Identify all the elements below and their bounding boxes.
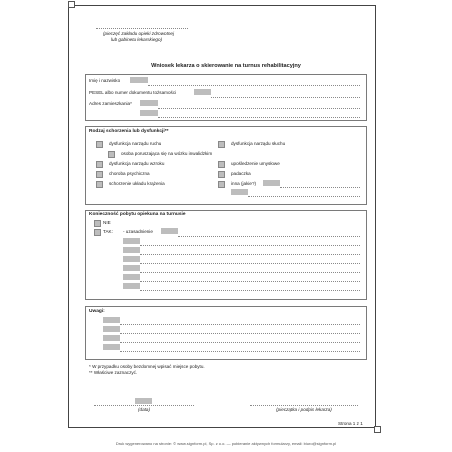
stamp-caption-line1: (pieczęć zakładu opieki zdrowotnej [103,31,174,36]
page-number: Strona 1 z 1 [338,421,363,426]
checkbox-intellectual[interactable] [218,161,225,168]
checkbox-wheelchair[interactable] [108,151,115,158]
date-input[interactable] [135,398,152,404]
signature-caption: (pieczątka i podpis lekarza) [276,407,332,412]
reason-label: - uzasadnienie [123,229,153,234]
notes-heading: Uwagi: [89,309,105,314]
checkbox-psychiatric[interactable] [96,171,103,178]
reason-line-3 [140,254,360,255]
caretaker-heading: Konieczność pobytu opiekuna na turnusie [89,212,186,217]
signature-line [250,405,358,406]
name-label: Imię i nazwisko [89,78,121,83]
address-input-2[interactable] [140,110,158,116]
notes-line-1 [120,324,360,325]
option-psychiatric: choroba psychiczna [109,171,150,176]
reason-line-4 [140,263,360,264]
other-input[interactable] [263,180,280,186]
pesel-label: PESEL albo numer dokumentu tożsamości [89,90,177,95]
footnote-2: ** Właściwe zaznaczyć. [89,370,138,375]
checkbox-caretaker-no[interactable] [94,220,101,227]
option-wheelchair: osoba poruszająca się na wózku inwalidzkim [121,151,213,156]
reason-input-7[interactable] [123,283,140,289]
address-input[interactable] [140,100,158,106]
page-corner-marker [68,1,75,8]
reason-input[interactable] [161,228,178,234]
date-caption: (data) [137,407,150,412]
pesel-input[interactable] [194,89,211,95]
reason-input-2[interactable] [123,238,140,244]
other-input-2[interactable] [231,189,248,195]
option-circulatory: schorzenie układu krążenia [109,181,165,186]
reason-line [178,236,360,237]
option-hearing: dysfunkcja narządu słuchu [231,141,286,146]
checkbox-hearing[interactable] [218,141,225,148]
name-input[interactable] [130,77,148,83]
reason-line-2 [140,245,360,246]
reason-line-5 [140,272,360,273]
reason-input-3[interactable] [123,247,140,253]
notes-line-3 [120,342,360,343]
notes-input-2[interactable] [103,326,120,332]
checkbox-sight[interactable] [96,161,103,168]
date-line [94,405,194,406]
form-title: Wniosek lekarza o skierowanie na turnus rehabilitacyjny [151,63,301,69]
checkbox-epilepsy[interactable] [218,171,225,178]
option-sight: dysfunkcja narządu wzroku [109,161,165,166]
footer-note: Druk wygenerowano na stronie: © www.signform.pl, Sp. z o.o. — pobieranie aktywnych formularzy, email: biuro@signform.pl [115,441,337,446]
address-line-2 [158,117,360,118]
checkbox-caretaker-yes[interactable] [94,229,101,236]
checkbox-other[interactable] [218,181,225,188]
option-other: inna (jakie?) [231,181,257,186]
reason-input-4[interactable] [123,256,140,262]
reason-line-6 [140,281,360,282]
option-intellectual: upośledzenie umysłowe [231,161,280,166]
notes-input-1[interactable] [103,317,120,323]
notes-line-2 [120,333,360,334]
checkbox-movement[interactable] [96,141,103,148]
option-movement: dysfunkcja narządu ruchu [109,141,162,146]
reason-input-6[interactable] [123,274,140,280]
caretaker-yes-label: TAK: [103,229,113,234]
other-line [280,187,360,188]
notes-line-4 [120,351,360,352]
name-line [148,85,360,86]
address-label: Adres zamieszkania* [89,101,132,106]
checkbox-circulatory[interactable] [96,181,103,188]
stamp-line [96,28,188,29]
address-line [158,108,360,109]
notes-input-4[interactable] [103,344,120,350]
other-line-2 [248,196,360,197]
reason-line-7 [140,290,360,291]
footnote-1: * W przypadku osoby bezdomnej wpisać miejsce pobytu. [89,364,205,369]
notes-input-3[interactable] [103,335,120,341]
page-corner-marker [374,426,381,433]
pesel-line [211,97,360,98]
stamp-caption-line2: lub gabinetu lekarskiego) [111,37,163,42]
caretaker-no-label: NIE [103,220,111,225]
disability-heading: Rodzaj schorzenia lub dysfunkcji** [89,129,169,134]
reason-input-5[interactable] [123,265,140,271]
option-epilepsy: padaczka [231,171,251,176]
